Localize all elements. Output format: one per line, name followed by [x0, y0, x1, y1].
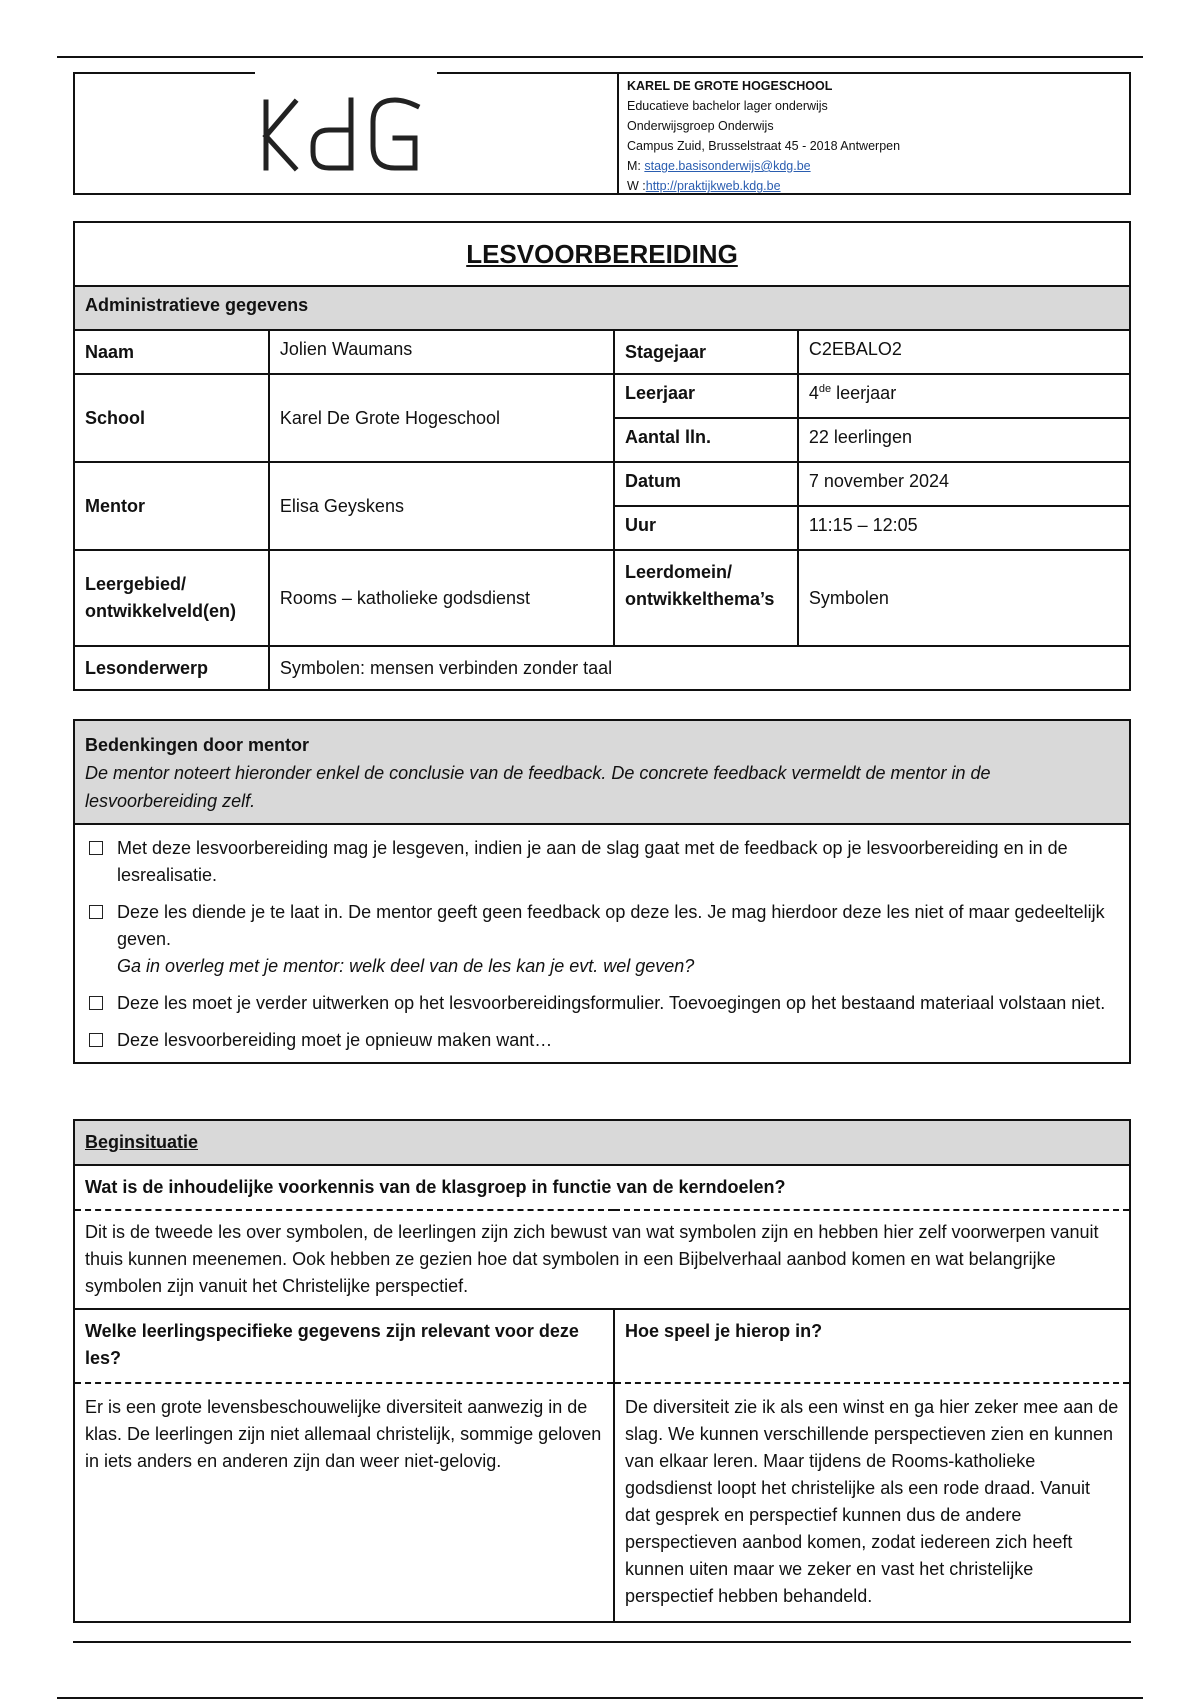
aantal-value: 22 leerlingen: [798, 418, 1130, 462]
lesvoorbereiding-table: [73, 221, 1131, 691]
checkbox-icon[interactable]: [89, 1033, 103, 1047]
leerdomein-value: Symbolen: [798, 550, 1130, 646]
lesonderwerp-value: Symbolen: mensen verbinden zonder taal: [269, 646, 1130, 690]
answer-leerlingspecifiek: Er is een grote levensbeschouwelijke diversiteit aanwezig in de klas. De leerlingen zijn niet allemaal christelijk, sommige geloven in iets anders en anderen zijn dan weer niet-gelovig.: [74, 1383, 614, 1622]
header-box: [73, 72, 1131, 195]
bottom-rule: [57, 1697, 1143, 1699]
leergebied-value: Rooms – katholieke godsdienst: [269, 550, 614, 646]
top-rule: [57, 56, 1143, 58]
leergebied-label: Leergebied/ ontwikkelveld(en): [74, 550, 269, 646]
admin-heading: Administratieve gegevens: [74, 286, 1130, 330]
leerjaar-label: Leerjaar: [614, 374, 798, 418]
institution-address: Campus Zuid, Brusselstraat 45 - 2018 Antwerpen: [627, 139, 901, 153]
mentor-feedback-box: [73, 719, 1131, 1064]
school-value: Karel De Grote Hogeschool: [269, 374, 614, 462]
aantal-label: Aantal lln.: [614, 418, 798, 462]
mentor-note: De mentor noteert hieronder enkel de conclusie van de feedback. De concrete feedback vermeldt de mentor in de lesvoorbereiding zelf.: [85, 763, 991, 811]
option-note: Ga in overleg met je mentor: welk deel van de les kan je evt. wel geven?: [117, 956, 695, 976]
checkbox-icon[interactable]: [89, 841, 103, 855]
datum-value: 7 november 2024: [798, 462, 1130, 506]
footer-rule: [73, 1641, 1131, 1643]
leerjaar-value: 4de leerjaar: [798, 374, 1130, 418]
feedback-option[interactable]: Deze les moet je verder uitwerken op het lesvoorbereidingsformulier. Toevoegingen op het bestaand materiaal volstaan niet.: [75, 990, 1129, 1017]
feedback-option[interactable]: Deze les diende je te laat in. De mentor geeft geen feedback op deze les. Je mag hierdoor deze les niet of maar gedeeltelijk geven. Ga in overleg met je mentor: welk deel van de les kan je evt. wel geven?: [75, 899, 1129, 980]
mentor-value: Elisa Geyskens: [269, 462, 614, 550]
feedback-option[interactable]: Deze lesvoorbereiding moet je opnieuw maken want…: [75, 1027, 1129, 1054]
mentor-heading: Bedenkingen door mentor: [85, 735, 310, 755]
answer-voorkennis: Dit is de tweede les over symbolen, de leerlingen zijn zich bewust van wat symbolen zijn en hebben hier zelf voorwerpen vanuit thuis kunnen meenemen. Ook hebben ze gezien hoe dat symbolen in een Bijbelverhaal aanbod komen en wat belangrijke symbolen zijn vanuit het Christelijke perspectief.: [74, 1210, 1130, 1309]
institution-line: Educatieve bachelor lager onderwijs: [627, 99, 828, 113]
school-label: School: [74, 374, 269, 462]
beginsituatie-heading: Beginsituatie: [74, 1120, 1130, 1165]
checkbox-icon[interactable]: [89, 996, 103, 1010]
web-line: W :http://praktijkweb.kdg.be: [627, 179, 781, 193]
logo-cell: [75, 74, 619, 193]
institution-name: KAREL DE GROTE HOGESCHOOL: [627, 79, 833, 93]
naam-value: Jolien Waumans: [269, 330, 614, 374]
question-voorkennis: Wat is de inhoudelijke voorkennis van de klasgroep in functie van de kerndoelen?: [74, 1165, 1130, 1210]
institution-line: Onderwijsgroep Onderwijs: [627, 119, 774, 133]
institution-info: [627, 76, 900, 196]
form-title: LESVOORBEREIDING: [74, 222, 1130, 286]
kdg-logo: [255, 92, 435, 182]
stagejaar-label: Stagejaar: [614, 330, 798, 374]
stagejaar-value: C2EBALO2: [798, 330, 1130, 374]
uur-value: 11:15 – 12:05: [798, 506, 1130, 550]
checkbox-icon[interactable]: [89, 905, 103, 919]
uur-label: Uur: [614, 506, 798, 550]
question-leerlingspecifiek: Welke leerlingspecifieke gegevens zijn relevant voor deze les?: [74, 1309, 614, 1383]
beginsituatie-table: [73, 1119, 1131, 1623]
datum-label: Datum: [614, 462, 798, 506]
mail-link[interactable]: stage.basisonderwijs@kdg.be: [644, 159, 811, 173]
naam-label: Naam: [74, 330, 269, 374]
leerdomein-label: Leerdomein/ ontwikkelthema’s: [614, 550, 798, 646]
mentor-label: Mentor: [74, 462, 269, 550]
question-inspelen: Hoe speel je hierop in?: [614, 1309, 1130, 1383]
answer-inspelen: De diversiteit zie ik als een winst en ga hier zeker mee aan de slag. We kunnen verschillende perspectieven zien en kunnen van elkaar leren. Maar tijdens de Rooms-katholieke godsdienst loopt het christelijke als een rode draad. Vanuit dat gesprek en perspectief kunnen dus de andere perspectieven aanbod komen, zodat iedereen zich heeft kunnen uiten maar we zeker en vast het christelijke perspectief hebben behandeld.: [614, 1383, 1130, 1622]
mentor-header: [75, 721, 1129, 825]
feedback-option[interactable]: Met deze lesvoorbereiding mag je lesgeven, indien je aan de slag gaat met de feedback op je lesvoorbereiding en in de lesrealisatie.: [75, 835, 1129, 889]
web-link[interactable]: http://praktijkweb.kdg.be: [645, 179, 781, 193]
lesonderwerp-label: Lesonderwerp: [74, 646, 269, 690]
mail-line: M: stage.basisonderwijs@kdg.be: [627, 159, 811, 173]
